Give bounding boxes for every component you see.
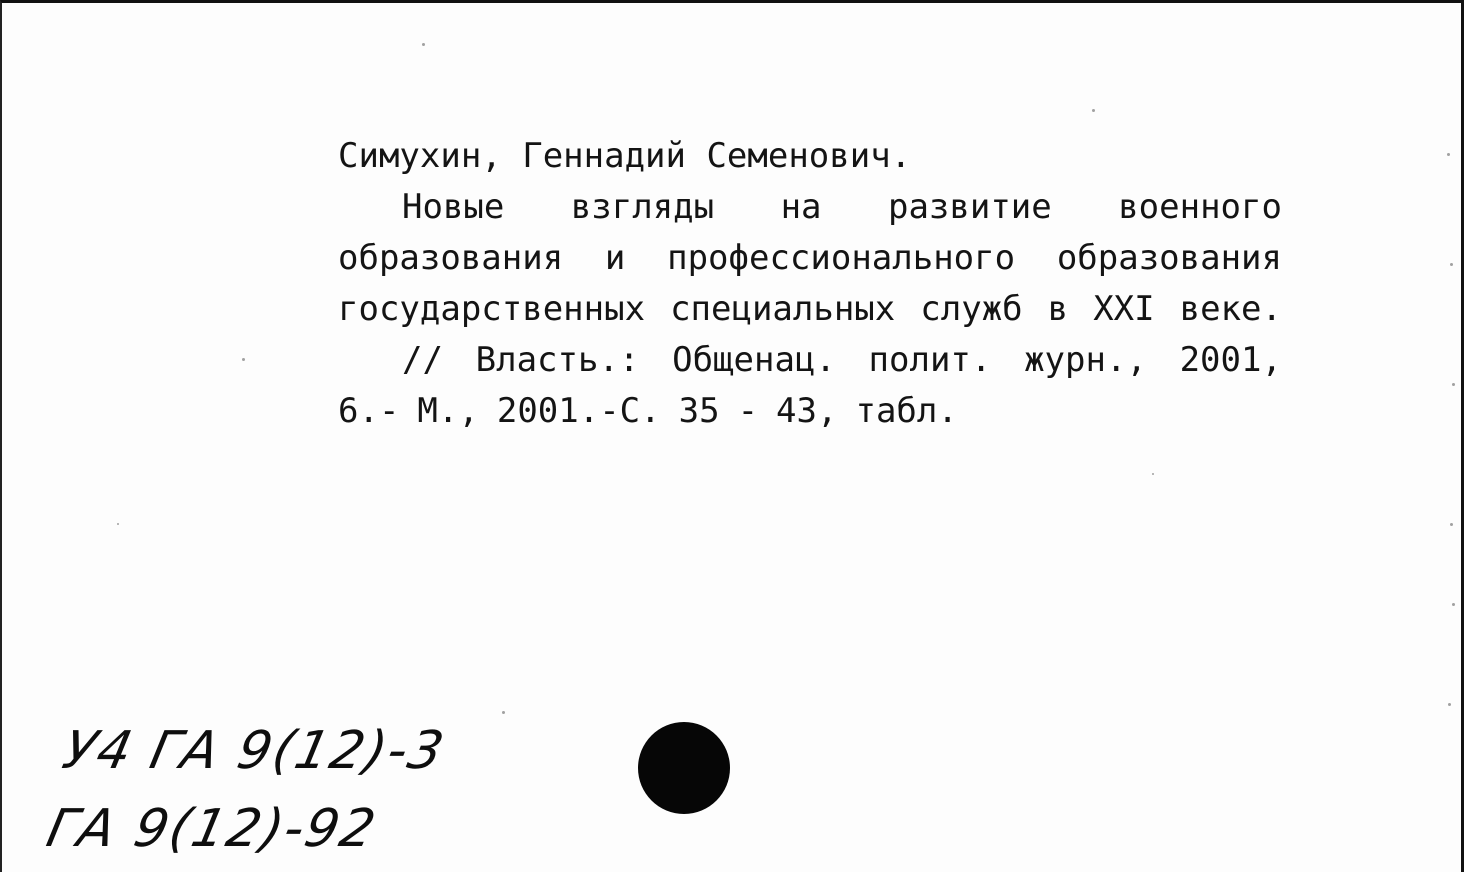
title-line [338, 233, 1282, 284]
shelfmark-primary: У4 ГА 9(12)-3 [57, 721, 451, 781]
author-name: Симухин, Геннадий Семенович. [338, 136, 912, 176]
source-word: 6.- [338, 391, 400, 431]
source-word: 2001, [1179, 340, 1282, 380]
title-word: служб [920, 289, 1023, 329]
scan-speck [1450, 263, 1453, 266]
title-line [338, 182, 1282, 233]
bibliographic-entry [338, 131, 1282, 437]
title-word: XXI [1093, 289, 1155, 329]
title-word: специальных [670, 289, 896, 329]
source-word: 43, [776, 391, 838, 431]
title-word: военного [1118, 187, 1282, 227]
title-word: на [780, 187, 822, 227]
scan-speck [1447, 153, 1450, 156]
scan-speck [502, 711, 505, 714]
source-word: полит. [868, 340, 992, 380]
title-word: Новые [402, 187, 505, 227]
title-word: образования [1056, 238, 1282, 278]
scan-speck [117, 523, 119, 525]
source-word: 35 [678, 391, 720, 431]
scan-speck [1450, 523, 1453, 526]
title-line [338, 284, 1282, 335]
title-word: государственных [338, 289, 646, 329]
scan-speck [422, 43, 425, 46]
source-line [338, 386, 1282, 437]
source-word: М., [417, 391, 479, 431]
scan-speck [1452, 383, 1455, 386]
title-word: взгляды [570, 187, 715, 227]
title-word: веке. [1179, 289, 1282, 329]
scan-speck [242, 358, 245, 361]
source-word: // [402, 340, 443, 380]
source-word: Власть.: [475, 340, 640, 380]
title-word: профессионального [667, 238, 1016, 278]
scan-speck [1448, 703, 1451, 706]
title-word: в [1047, 289, 1069, 329]
source-word: 2001.-С. [496, 391, 661, 431]
source-word: - [737, 391, 759, 431]
source-word: Общенац. [672, 340, 836, 380]
title-word: развитие [887, 187, 1052, 227]
punch-hole [638, 722, 730, 814]
source-line [338, 335, 1282, 386]
scan-speck [1092, 109, 1095, 112]
source-word: журн., [1024, 340, 1147, 380]
source-word: табл. [855, 391, 958, 431]
scan-speck [1452, 603, 1455, 606]
shelfmark-secondary: ГА 9(12)-92 [41, 799, 383, 859]
scan-speck [1152, 473, 1154, 475]
title-word: и [604, 238, 626, 278]
author-line [338, 131, 1282, 182]
title-word: образования [338, 238, 564, 278]
